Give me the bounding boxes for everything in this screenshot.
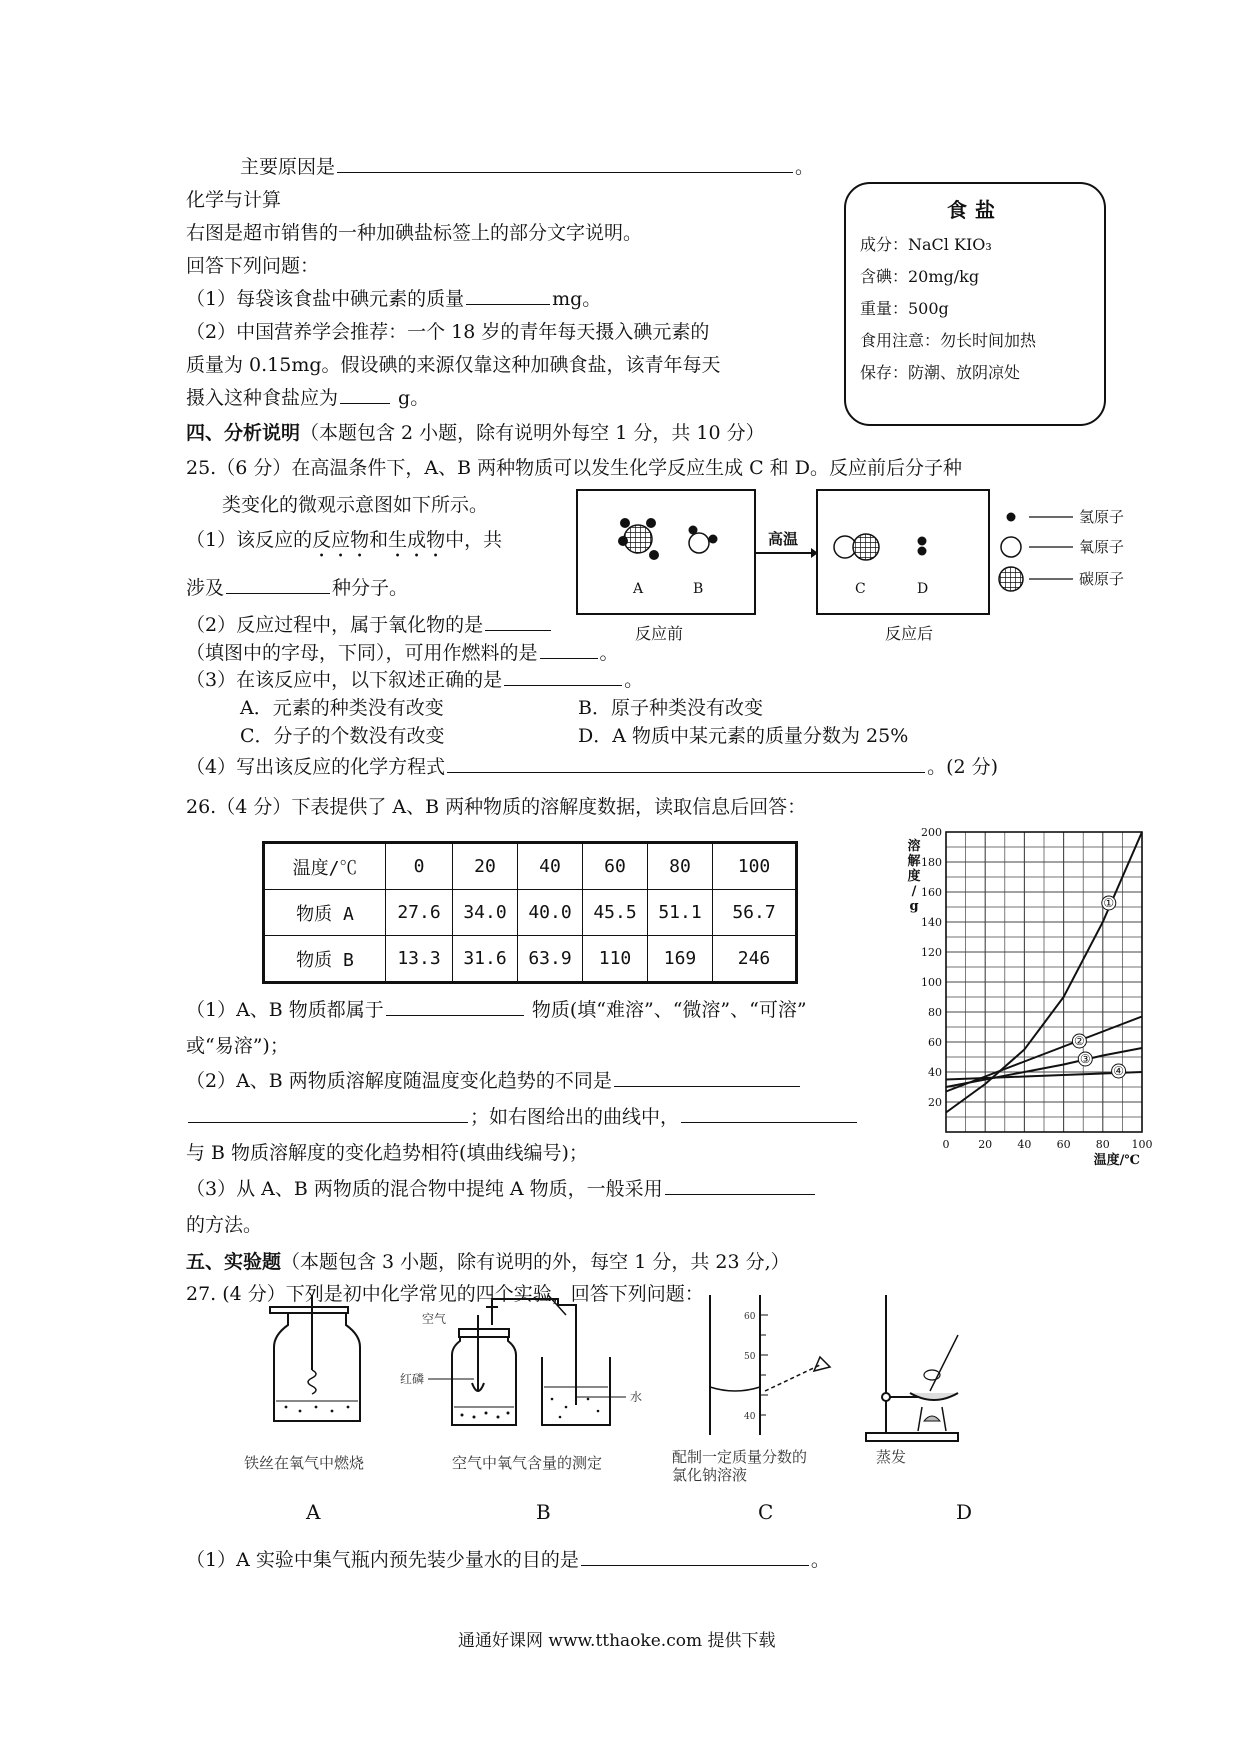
calc-q1: （1）每袋该食盐中碘元素的质量 mg。 bbox=[186, 288, 602, 310]
q25-option-b: B．原子种类没有改变 bbox=[578, 697, 763, 719]
molecule-a bbox=[618, 518, 659, 560]
answer-blank[interactable] bbox=[447, 771, 925, 773]
y-tick-label: 120 bbox=[921, 946, 942, 959]
x-tick-label: 20 bbox=[978, 1138, 993, 1151]
answer-blank[interactable] bbox=[665, 1193, 815, 1195]
x-tick-label: 0 bbox=[942, 1138, 950, 1151]
q25-p1-line2: 涉及 种分子。 bbox=[186, 577, 409, 599]
molecule-c bbox=[834, 534, 879, 560]
before-label: 反应前 bbox=[635, 624, 684, 643]
q25-p2-line1: （2）反应过程中，属于氧化物的是 bbox=[186, 610, 553, 637]
figure-letter-c: C bbox=[758, 1500, 774, 1524]
table-row: 物质 A 27.6 34.0 40.0 45.5 51.1 56.7 bbox=[264, 890, 797, 936]
q26-p1-line2: 或“易溶”)； bbox=[186, 1035, 289, 1057]
figure-letter-d: D bbox=[956, 1500, 973, 1524]
label-c: C bbox=[855, 581, 866, 597]
x-tick-label: 100 bbox=[1131, 1138, 1153, 1151]
exp-d-evaporation bbox=[866, 1295, 958, 1441]
q26-p2-line2: ；如右图给出的曲线中， bbox=[186, 1102, 859, 1129]
exp-b-apparatus bbox=[452, 1295, 610, 1425]
x-tick-label: 40 bbox=[1017, 1138, 1032, 1151]
y-tick-label: 180 bbox=[921, 856, 942, 869]
legend bbox=[999, 508, 1124, 591]
calc-intro: 右图是超市销售的一种加碘盐标签上的部分文字说明。 bbox=[186, 222, 643, 244]
y-tick-label: 60 bbox=[928, 1036, 942, 1049]
q25-option-c: C．分子的个数没有改变 bbox=[240, 725, 445, 747]
answer-blank[interactable] bbox=[581, 1564, 809, 1566]
label-a: A bbox=[633, 581, 644, 597]
q25-p4: （4）写出该反应的化学方程式 。(2 分) bbox=[186, 756, 999, 778]
answer-blank[interactable] bbox=[340, 402, 390, 404]
after-label: 反应后 bbox=[885, 624, 934, 643]
salt-weight: 重量：500g bbox=[860, 299, 949, 318]
calc-q2-line3: 摄入这种食盐应为 g。 bbox=[186, 387, 430, 409]
exp-c-cylinder bbox=[710, 1295, 830, 1435]
salt-caution: 食用注意：勿长时间加热 bbox=[860, 331, 1037, 350]
y-tick-label: 160 bbox=[921, 886, 942, 899]
calc-heading: 化学与计算 bbox=[186, 189, 282, 211]
caption-b: 空气中氧气含量的测定 bbox=[452, 1454, 603, 1472]
series-label-4: ④ bbox=[1113, 1064, 1124, 1078]
answer-blank[interactable] bbox=[337, 171, 793, 173]
salt-iodine: 含碘：20mg/kg bbox=[860, 267, 980, 286]
exp-a-water bbox=[285, 1406, 350, 1413]
salt-label bbox=[844, 182, 1106, 426]
exp-a-bottle bbox=[270, 1295, 360, 1421]
x-tick-label: 80 bbox=[1095, 1138, 1110, 1151]
caption-c-line2: 氯化钠溶液 bbox=[672, 1466, 748, 1484]
cyl-tick-60: 60 bbox=[744, 1312, 756, 1322]
q25-p2-line2: （填图中的字母，下同），可用作燃料的是 。 bbox=[186, 642, 619, 664]
y-axis-label-char: 度 bbox=[907, 869, 921, 884]
figure-letter-b: B bbox=[536, 1500, 551, 1524]
y-axis-label-char: 解 bbox=[907, 854, 921, 869]
calc-q2-line2: 质量为 0.15mg。假设碘的来源仅靠这种加碘食盐，该青年每天 bbox=[186, 354, 721, 376]
table-row: 物质 B 13.3 31.6 63.9 110 169 246 bbox=[264, 936, 797, 983]
figure-letter-a: A bbox=[306, 1500, 321, 1524]
x-tick-label: 60 bbox=[1056, 1138, 1071, 1151]
y-tick-label: 20 bbox=[928, 1096, 942, 1109]
legend-carbon: 碳原子 bbox=[1079, 570, 1125, 588]
legend-oxygen: 氧原子 bbox=[1079, 538, 1125, 556]
q25-line1: 25.（6 分）在高温条件下，A、B 两种物质可以发生化学反应生成 C 和 D。反应前后分子种 bbox=[186, 457, 962, 479]
cyl-tick-40: 40 bbox=[744, 1412, 756, 1422]
q25-p3: （3）在该反应中，以下叙述正确的是 。 bbox=[186, 669, 644, 691]
q25-option-a: A．元素的种类没有改变 bbox=[240, 697, 444, 719]
y-axis-label-char: g bbox=[909, 899, 919, 914]
calc-ask: 回答下列问题： bbox=[186, 255, 320, 277]
y-tick-label: 80 bbox=[928, 1006, 942, 1019]
before-box bbox=[577, 490, 755, 614]
q25-line2: 类变化的微观示意图如下所示。 bbox=[222, 494, 489, 516]
y-axis-label-char: / bbox=[911, 884, 917, 899]
answer-blank[interactable] bbox=[466, 303, 550, 305]
solubility-chart bbox=[900, 820, 1160, 1180]
q25-p1: （1）该反应的反应物和生成物中，共 bbox=[186, 529, 503, 551]
arrow-label: 高温 bbox=[768, 530, 799, 548]
q26-p2-line1: （2）A、B 两物质溶解度随温度变化趋势的不同是 bbox=[186, 1066, 802, 1093]
y-tick-label: 140 bbox=[921, 916, 942, 929]
calc-q2-line1: （2）中国营养学会推荐：一个 18 岁的青年每天摄入碘元素的 bbox=[186, 321, 710, 343]
q26-p1: （1）A、B 物质都属于 物质(填“难溶”、“微溶”、“可溶” bbox=[186, 999, 807, 1021]
answer-blank[interactable] bbox=[188, 1121, 468, 1123]
x-axis-label: 温度/℃ bbox=[1093, 1153, 1140, 1168]
table-row: 温度/℃ 0 20 40 60 80 100 bbox=[264, 843, 797, 890]
experiment-figures bbox=[230, 1295, 1030, 1445]
label-d: D bbox=[917, 581, 929, 597]
answer-blank[interactable] bbox=[226, 592, 330, 594]
series-label-1: ① bbox=[1103, 896, 1115, 910]
answer-blank[interactable] bbox=[504, 684, 622, 686]
salt-ingredients: 成分：NaCl KIO₃ bbox=[860, 235, 992, 254]
salt-storage: 保存：防潮、放阴凉处 bbox=[860, 363, 1021, 382]
answer-blank[interactable] bbox=[540, 657, 598, 659]
reaction-diagram bbox=[575, 487, 1155, 647]
legend-hydrogen: 氢原子 bbox=[1079, 508, 1125, 526]
series-label-2: ② bbox=[1074, 1034, 1085, 1048]
exp-b-dots bbox=[461, 1398, 600, 1419]
answer-blank[interactable] bbox=[681, 1121, 857, 1123]
label-phosphorus: 红磷 bbox=[400, 1372, 425, 1386]
label-water: 水 bbox=[630, 1390, 643, 1404]
q27-line1: 27. (4 分）下列是初中化学常见的四个实验，回答下列问题： bbox=[186, 1283, 704, 1305]
caption-a: 铁丝在氧气中燃烧 bbox=[244, 1454, 365, 1472]
molecule-d bbox=[918, 537, 927, 556]
caption-c-line1: 配制一定质量分数的 bbox=[672, 1448, 808, 1466]
q26-p3-line1: （3）从 A、B 两物质的混合物中提纯 A 物质，一般采用 bbox=[186, 1174, 817, 1201]
q25-option-d: D．A 物质中某元素的质量分数为 25% bbox=[578, 725, 909, 747]
cyl-tick-50: 50 bbox=[744, 1352, 756, 1362]
y-tick-label: 40 bbox=[928, 1066, 942, 1079]
solubility-table bbox=[262, 841, 798, 984]
y-tick-label: 200 bbox=[921, 826, 942, 839]
caption-d: 蒸发 bbox=[876, 1448, 907, 1466]
section4-header: 四、分析说明（本题包含 2 小题，除有说明外每空 1 分，共 10 分） bbox=[186, 422, 765, 444]
salt-label-title: 食盐 bbox=[947, 198, 1003, 222]
q27-p1: （1）A 实验中集气瓶内预先装少量水的目的是 。 bbox=[186, 1549, 830, 1571]
y-axis-label-char: 溶 bbox=[907, 839, 921, 854]
answer-blank[interactable] bbox=[386, 1014, 524, 1016]
label-air: 空气 bbox=[422, 1312, 447, 1326]
answer-blank[interactable] bbox=[614, 1085, 800, 1087]
top-line: 主要原因是 。 bbox=[240, 156, 815, 178]
section5-header: 五、实验题（本题包含 3 小题，除有说明的外，每空 1 分，共 23 分,） bbox=[186, 1251, 790, 1273]
q26-p3-line2: 的方法。 bbox=[186, 1214, 263, 1236]
label-b: B bbox=[693, 581, 704, 597]
y-tick-label: 100 bbox=[921, 976, 942, 989]
answer-blank[interactable] bbox=[485, 629, 551, 631]
q26-line1: 26.（4 分）下表提供了 A、B 两种物质的溶解度数据，读取信息后回答： bbox=[186, 796, 807, 818]
molecule-b bbox=[689, 526, 718, 554]
q26-p2-line3: 与 B 物质溶解度的变化趋势相符(填曲线编号)； bbox=[186, 1142, 588, 1164]
series-label-3: ③ bbox=[1079, 1052, 1091, 1066]
footer: 通通好课网 www.tthaoke.com 提供下载 bbox=[458, 1631, 776, 1651]
